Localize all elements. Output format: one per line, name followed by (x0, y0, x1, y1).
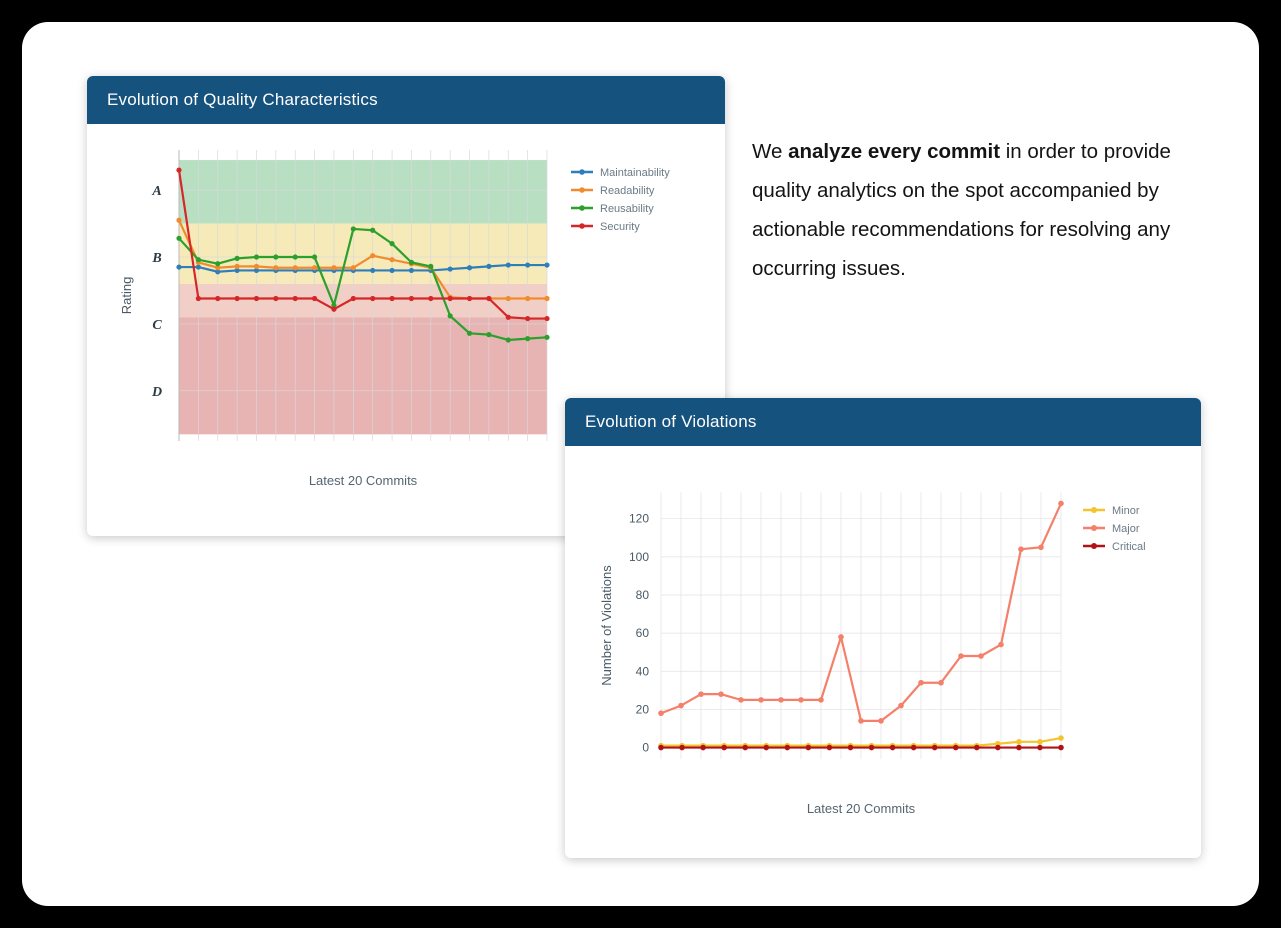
data-point (486, 296, 491, 301)
data-point (938, 680, 944, 686)
data-point (467, 265, 472, 270)
data-point (978, 653, 984, 659)
legend-marker (1091, 525, 1097, 531)
data-point (370, 268, 375, 273)
data-point (958, 653, 964, 659)
data-point (176, 264, 181, 269)
data-point (1016, 739, 1022, 745)
data-point (293, 254, 298, 259)
data-point (506, 296, 511, 301)
data-point (932, 745, 938, 751)
data-point (448, 266, 453, 271)
legend-marker (579, 205, 585, 211)
data-point (506, 337, 511, 342)
y-tick-label: 20 (635, 702, 649, 717)
data-point (700, 745, 706, 751)
data-point (331, 307, 336, 312)
data-point (858, 718, 864, 724)
legend-label-minor: Minor (1112, 505, 1140, 517)
data-point (428, 264, 433, 269)
data-point (658, 745, 664, 751)
data-point (351, 265, 356, 270)
data-point (176, 236, 181, 241)
data-point (428, 296, 433, 301)
data-point (254, 264, 259, 269)
y-tick-label: 80 (635, 587, 649, 602)
rating-band-0 (179, 160, 547, 224)
data-point (370, 253, 375, 258)
data-point (758, 697, 764, 703)
data-point (898, 703, 904, 709)
legend-marker (1091, 507, 1097, 513)
y-tick-label: 60 (635, 626, 649, 641)
data-point (273, 265, 278, 270)
legend-marker (579, 187, 585, 193)
data-point (409, 260, 414, 265)
legend-label-major: Major (1112, 523, 1140, 535)
data-point (506, 262, 511, 267)
data-point (525, 316, 530, 321)
legend-label-security: Security (600, 221, 640, 233)
data-point (738, 697, 744, 703)
data-point (196, 257, 201, 262)
data-point (448, 313, 453, 318)
legend-label-reusability: Reusability (600, 203, 654, 215)
data-point (763, 745, 769, 751)
data-point (698, 691, 704, 697)
quality-card-title: Evolution of Quality Characteristics (107, 90, 378, 109)
data-point (370, 296, 375, 301)
data-point (1037, 745, 1043, 751)
data-point (827, 745, 833, 751)
data-point (409, 268, 414, 273)
legend-marker (579, 169, 585, 175)
data-point (293, 265, 298, 270)
data-point (312, 296, 317, 301)
data-point (273, 296, 278, 301)
data-point (1058, 501, 1064, 507)
data-point (293, 296, 298, 301)
data-point (486, 264, 491, 269)
data-point (838, 634, 844, 640)
data-point (389, 241, 394, 246)
y-tick-label: B (152, 251, 162, 267)
data-point (370, 228, 375, 233)
data-point (1058, 735, 1064, 741)
data-point (974, 745, 980, 751)
data-point (798, 697, 804, 703)
data-point (544, 316, 549, 321)
intro-before: We (752, 140, 789, 163)
data-point (312, 265, 317, 270)
data-point (818, 697, 824, 703)
quality-card-header (87, 76, 725, 124)
legend-label-readability: Readability (600, 185, 655, 197)
data-point (1038, 545, 1044, 551)
y-axis-title: Rating (119, 276, 134, 315)
data-point (486, 332, 491, 337)
data-point (679, 745, 685, 751)
intro-bold: analyze every commit (788, 140, 1001, 163)
data-point (254, 296, 259, 301)
data-point (678, 703, 684, 709)
data-point (911, 745, 917, 751)
data-point (525, 336, 530, 341)
data-point (215, 296, 220, 301)
data-point (506, 315, 511, 320)
rating-band-1 (179, 224, 547, 284)
violations-card-header (565, 398, 1201, 446)
data-point (409, 296, 414, 301)
data-point (953, 745, 959, 751)
y-tick-label: 40 (635, 664, 649, 679)
data-point (878, 718, 884, 724)
data-point (869, 745, 875, 751)
data-point (718, 691, 724, 697)
page-surface (22, 22, 1259, 906)
y-tick-label: C (152, 317, 162, 333)
y-axis-title: Number of Violations (599, 565, 614, 686)
data-point (196, 296, 201, 301)
data-point (196, 264, 201, 269)
data-point (658, 710, 664, 716)
data-point (742, 745, 748, 751)
violations-line-chart (565, 446, 1201, 855)
data-point (235, 256, 240, 261)
data-point (273, 254, 278, 259)
data-point (1058, 745, 1064, 751)
data-point (806, 745, 812, 751)
data-point (176, 167, 181, 172)
data-point (448, 296, 453, 301)
data-point (389, 296, 394, 301)
y-tick-label: 0 (642, 740, 649, 755)
data-point (525, 262, 530, 267)
data-point (467, 296, 472, 301)
data-point (544, 296, 549, 301)
data-point (890, 745, 896, 751)
legend-label-maintainability: Maintainability (600, 167, 670, 179)
intro-paragraph (752, 132, 1172, 288)
data-point (389, 257, 394, 262)
data-point (235, 264, 240, 269)
data-point (389, 268, 394, 273)
data-point (254, 254, 259, 259)
data-point (1018, 546, 1024, 552)
data-point (721, 745, 727, 751)
data-point (331, 265, 336, 270)
data-point (215, 261, 220, 266)
x-axis-caption: Latest 20 Commits (308, 473, 418, 488)
violations-card (565, 398, 1201, 858)
data-point (1037, 739, 1043, 745)
intro-after: in order to provide quality analytics on the spot accompanied by actionable recommendations for resolving any occurring issues. (752, 140, 1171, 280)
y-tick-label: A (152, 184, 162, 200)
data-point (312, 254, 317, 259)
data-point (785, 745, 791, 751)
data-point (998, 642, 1004, 648)
x-axis-caption: Latest 20 Commits (806, 801, 916, 816)
data-point (848, 745, 854, 751)
violations-card-title: Evolution of Violations (585, 412, 757, 431)
y-tick-label: 120 (628, 511, 649, 526)
y-tick-label: 100 (628, 549, 649, 564)
data-point (235, 296, 240, 301)
data-point (467, 331, 472, 336)
y-tick-label: D (151, 384, 163, 400)
legend-label-critical: Critical (1112, 541, 1146, 553)
data-point (525, 296, 530, 301)
data-point (544, 335, 549, 340)
violations-card-body (565, 446, 1201, 855)
data-point (1016, 745, 1022, 751)
data-point (351, 226, 356, 231)
data-point (351, 296, 356, 301)
data-point (918, 680, 924, 686)
data-point (995, 745, 1001, 751)
legend-marker (579, 223, 585, 229)
data-point (176, 218, 181, 223)
data-point (544, 262, 549, 267)
data-point (778, 697, 784, 703)
legend-marker (1091, 543, 1097, 549)
